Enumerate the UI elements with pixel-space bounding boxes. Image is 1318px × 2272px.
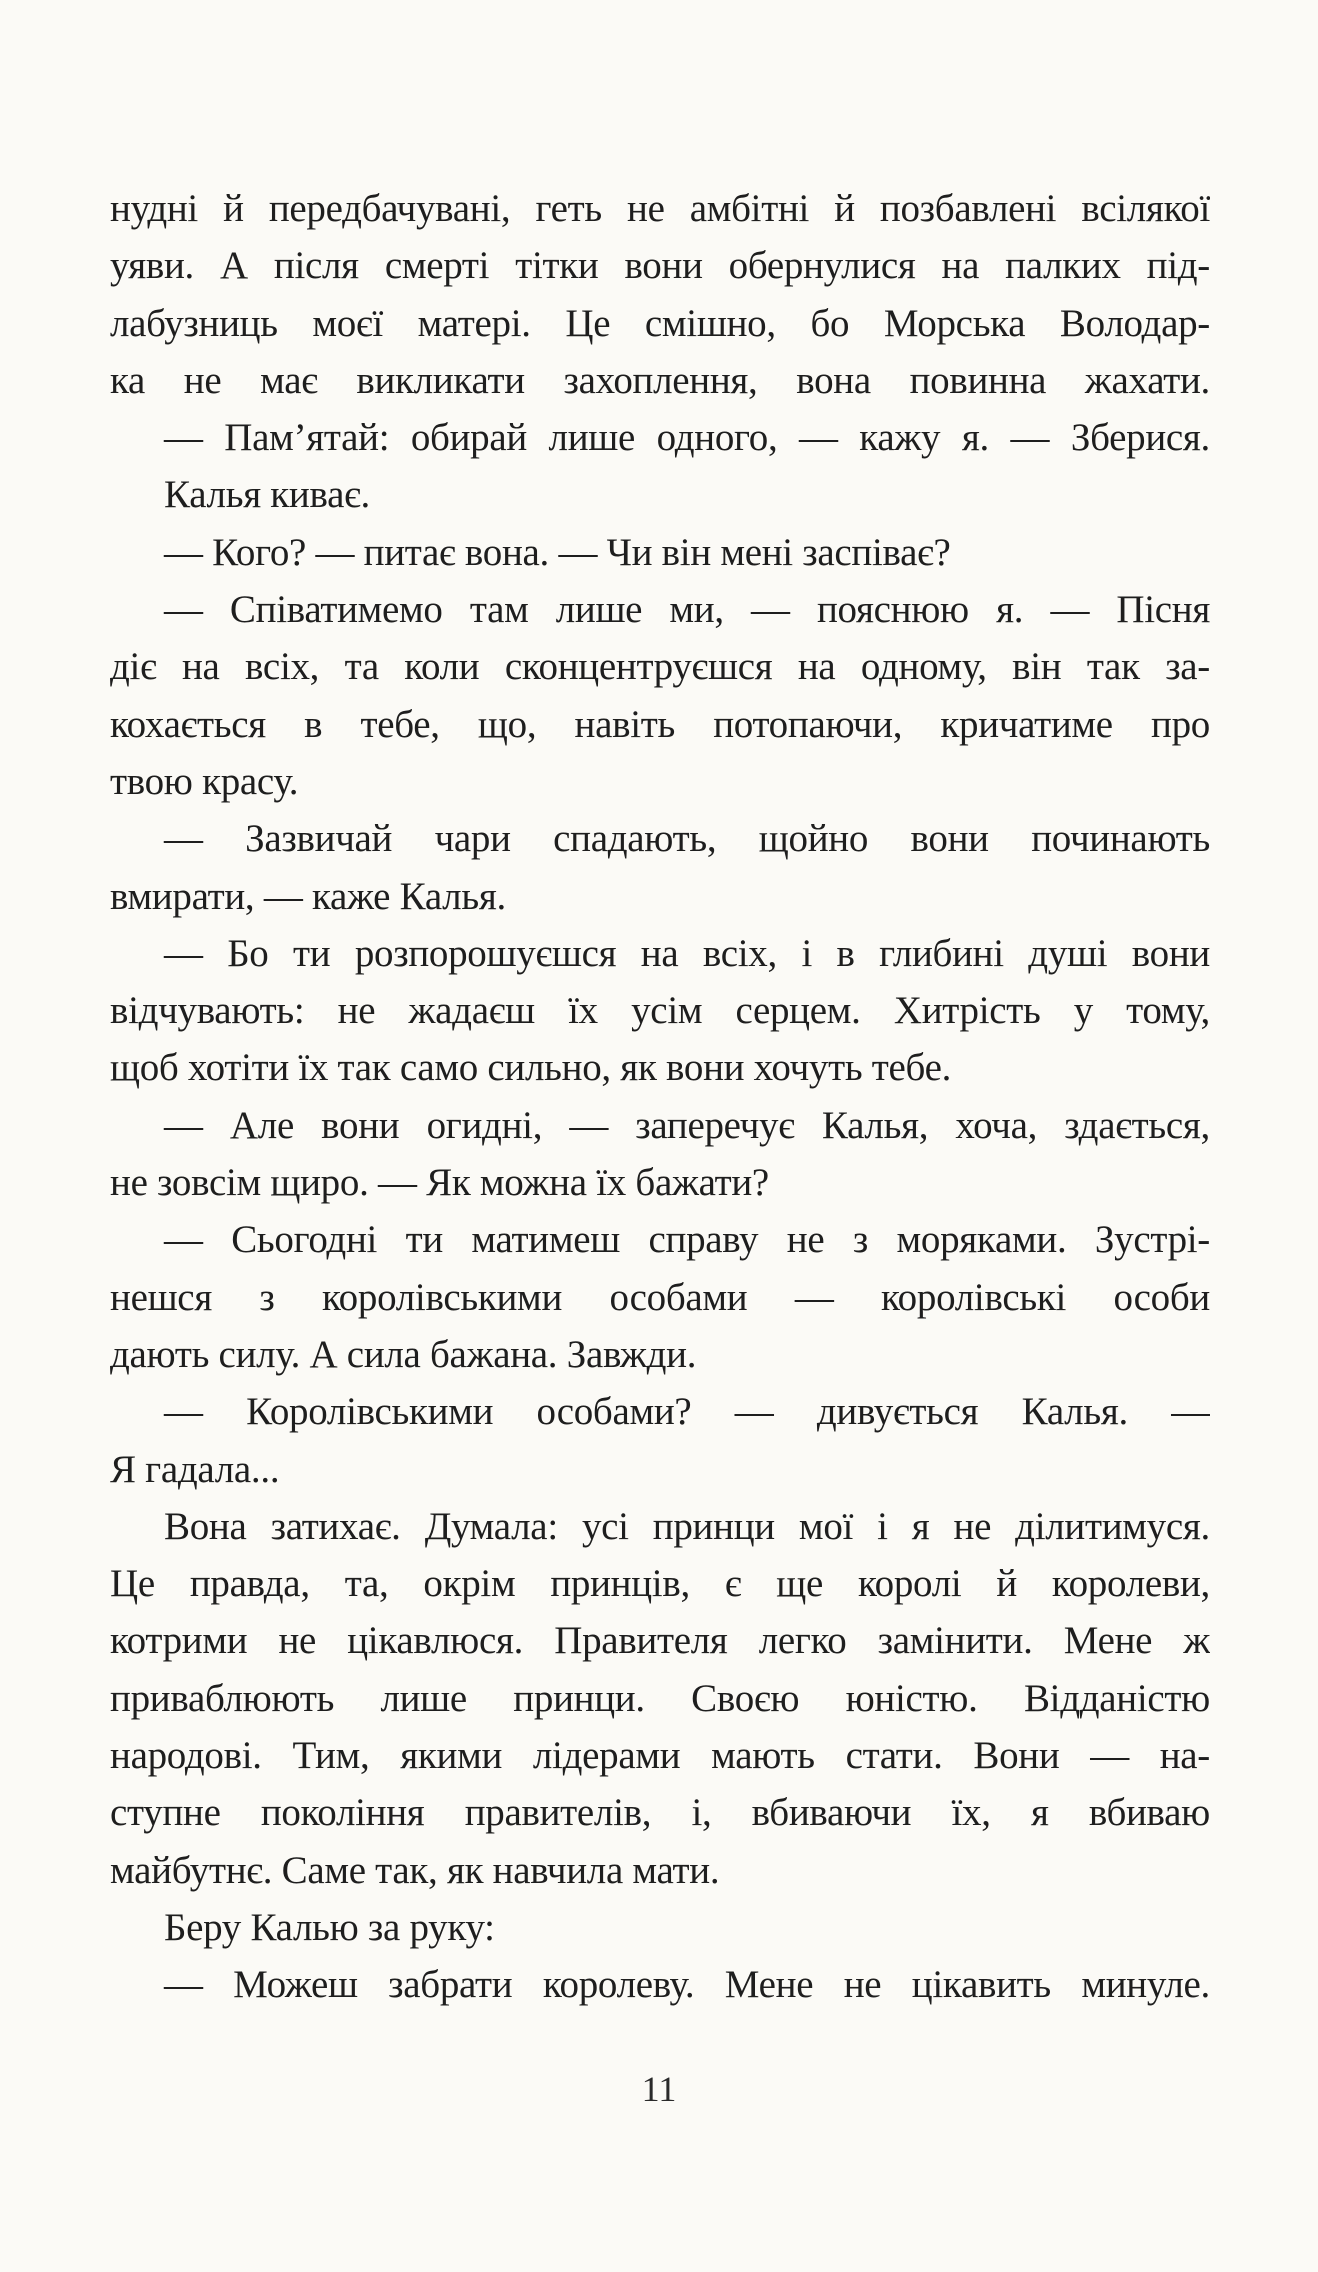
text-line: Це правда, та, окрім принців, є ще королі й королеви,: [110, 1562, 1210, 1606]
text-line: — Кого? — питає вона. — Чи він мені заспіває?: [164, 530, 951, 574]
text-line: діє на всіх, та коли сконцентруєшся на одному, він так за-: [110, 645, 1210, 689]
text-line: котрими не цікавлюся. Правителя легко замінити. Мене ж: [110, 1619, 1210, 1663]
text-line: ка не має викликати захоплення, вона повинна жахати.: [110, 358, 1210, 402]
text-line: уяви. А після смерті тітки вони обернулися на палких під-: [110, 244, 1210, 288]
text-line: відчувають: не жадаєш їх усім серцем. Хитрість у тому,: [110, 989, 1210, 1033]
text-line: — Зазвичай чари спадають, щойно вони починають: [164, 817, 1210, 861]
text-line: майбутнє. Саме так, як навчила мати.: [110, 1848, 720, 1892]
text-line: лабузниць моєї матері. Це смішно, бо Морська Володар-: [110, 301, 1210, 345]
text-line: Беру Калью за руку:: [164, 1905, 495, 1949]
text-line: — Можеш забрати королеву. Мене не цікавить минуле.: [164, 1963, 1210, 2007]
text-line: Вона затихає. Думала: усі принци мої і я не ділитимуся.: [164, 1504, 1210, 1548]
text-line: — Бо ти розпорошуєшся на всіх, і в глибині душі вони: [164, 931, 1210, 975]
text-line: — Пам’ятай: обирай лише одного, — кажу я. — Зберися.: [164, 416, 1210, 460]
text-line: нудні й передбачувані, геть не амбітні й позбавлені всілякої: [110, 187, 1210, 230]
text-line: — Але вони огидні, — заперечує Калья, хоча, здається,: [164, 1103, 1210, 1147]
text-line: Я гадала...: [110, 1447, 280, 1491]
text-line: дають силу. А сила бажана. Завжди.: [110, 1332, 697, 1376]
text-line: кохається в тебе, що, навіть потопаючи, кричатиме про: [110, 702, 1210, 746]
text-line: твою красу.: [110, 759, 299, 803]
text-line: — Сьогодні ти матимеш справу не з моряками. Зустрі-: [164, 1218, 1210, 1262]
text-line: вмирати, — каже Калья.: [110, 874, 506, 918]
text-line: приваблюють лише принци. Своєю юністю. Відданістю: [110, 1676, 1210, 1720]
text-line: — Співатимемо там лише ми, — пояснюю я. — Пісня: [164, 588, 1210, 632]
page-number: 11: [641, 2069, 677, 2109]
body-text: [110, 180, 1210, 2014]
text-line: не зовсім щиро. — Як можна їх бажати?: [110, 1161, 769, 1205]
text-line: нешся з королівськими особами — королівські особи: [110, 1275, 1210, 1319]
text-line: щоб хотіти їх так само сильно, як вони хочуть тебе.: [110, 1046, 952, 1090]
text-line: — Королівськими особами? — дивується Калья. —: [164, 1390, 1210, 1434]
text-line: народові. Тим, якими лідерами мають стати. Вони — на-: [110, 1734, 1210, 1778]
text-line: ступне покоління правителів, і, вбиваючи їх, я вбиваю: [110, 1791, 1210, 1835]
text-line: Калья киває.: [164, 473, 371, 517]
